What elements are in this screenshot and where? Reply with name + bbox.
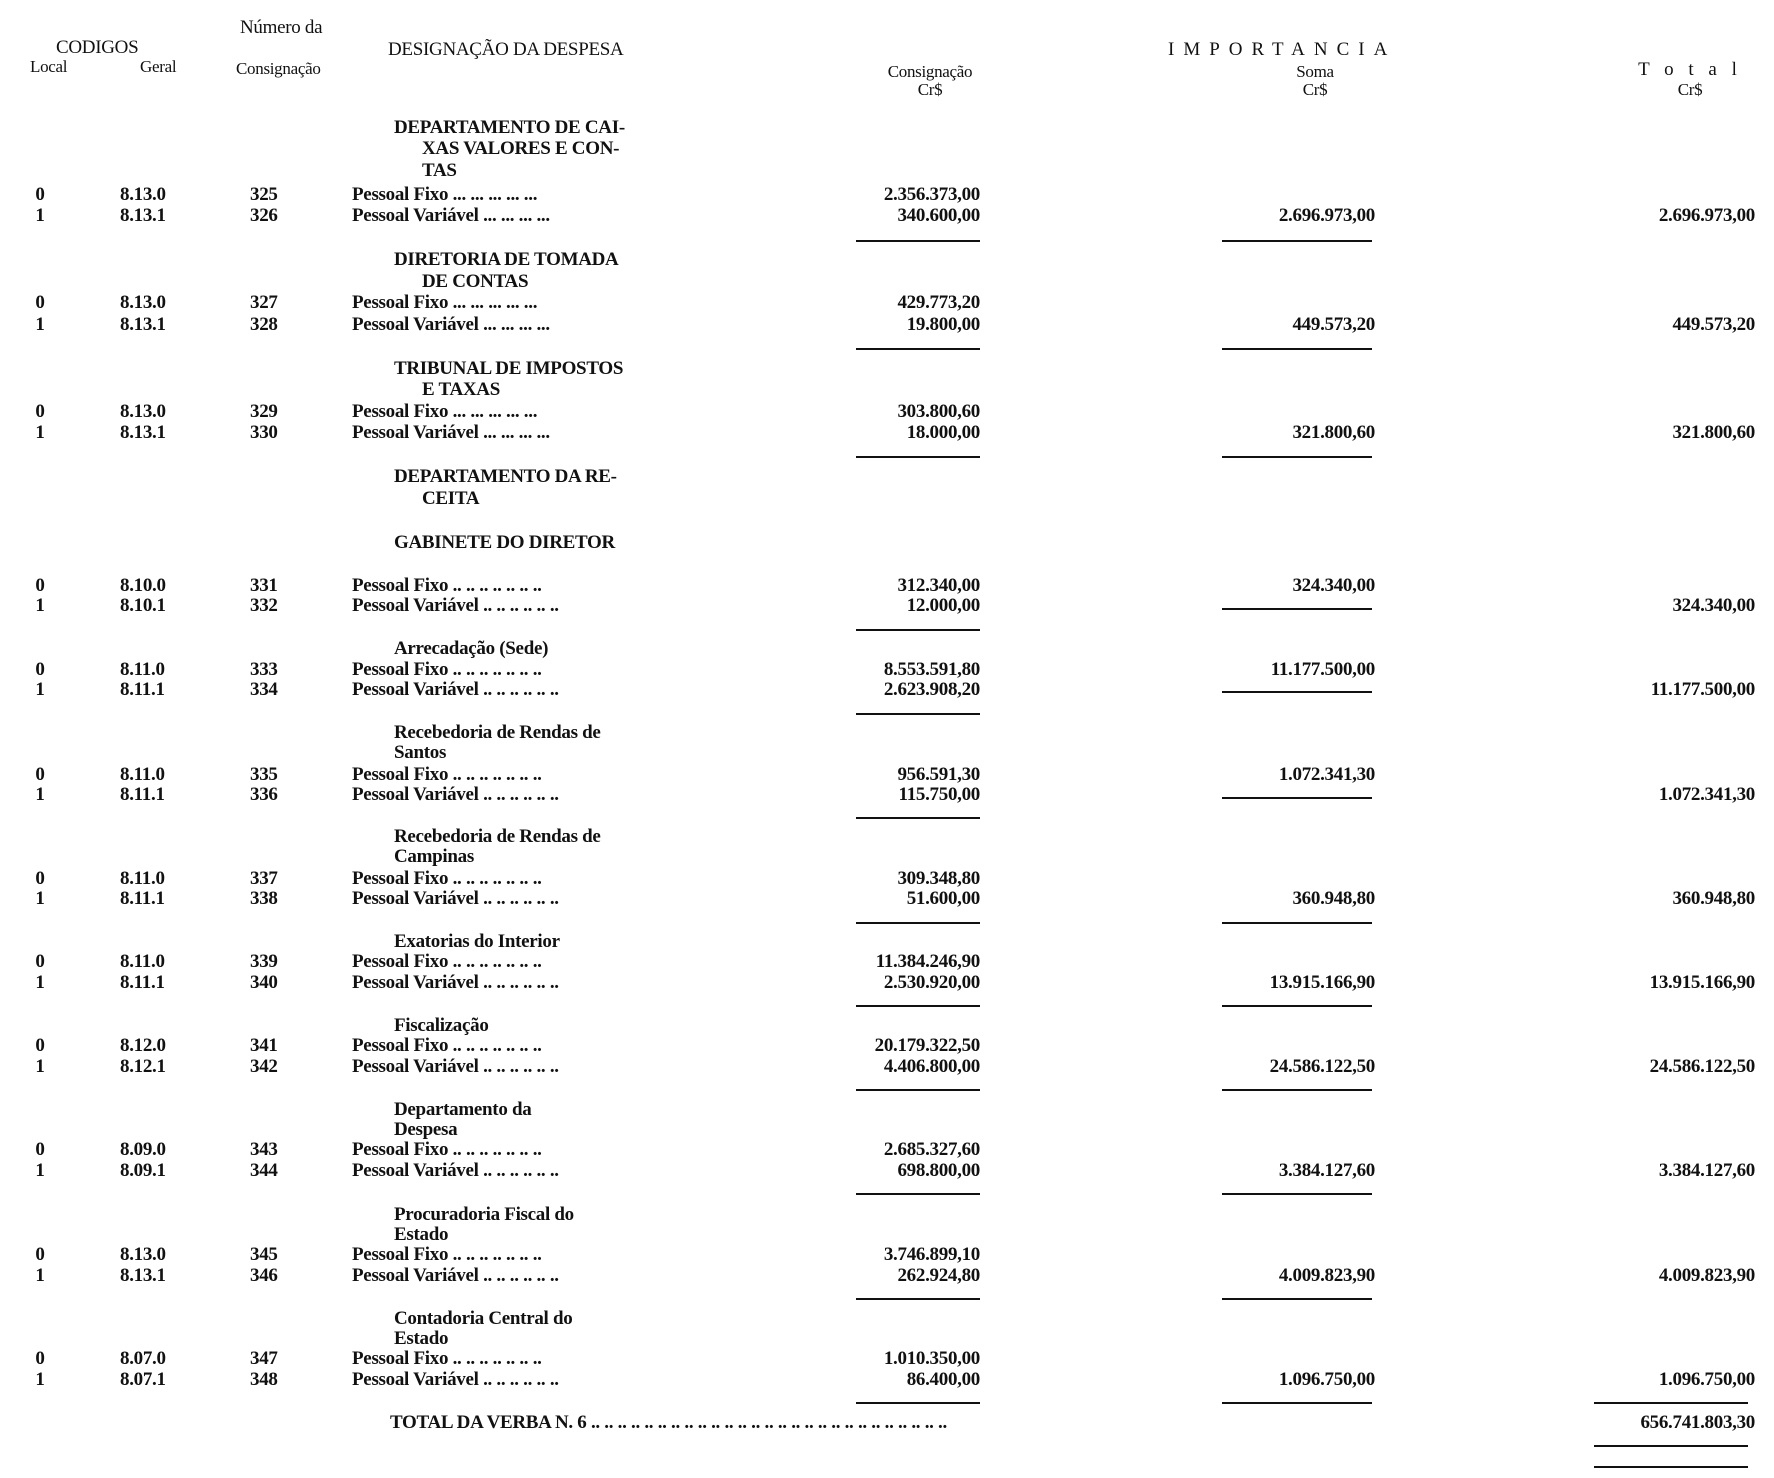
grand-total-rule xyxy=(1594,1445,1748,1447)
soma-amount: 324.340,00 xyxy=(1292,575,1375,596)
consignacao-number: 334 xyxy=(250,679,278,700)
consignacao-amount: 262.924,80 xyxy=(897,1265,980,1286)
code-local: 1 xyxy=(35,314,45,335)
code-local: 1 xyxy=(35,1056,45,1077)
consignacao-number: 325 xyxy=(250,184,278,205)
consignacao-number: 342 xyxy=(250,1056,278,1077)
geral-label: Geral xyxy=(140,57,177,76)
section-heading: Estado xyxy=(394,1328,449,1349)
code-local: 1 xyxy=(35,422,45,443)
consignacao-number: 341 xyxy=(250,1035,278,1056)
expense-description: Pessoal Fixo .. .. .. .. .. .. .. xyxy=(352,1035,542,1056)
consignacao-amount: 115.750,00 xyxy=(898,784,980,805)
consignacao-number: 332 xyxy=(250,595,278,616)
expense-description: Pessoal Fixo .. .. .. .. .. .. .. xyxy=(352,764,542,785)
code-geral: 8.10.1 xyxy=(120,595,166,616)
soma-amount: 321.800,60 xyxy=(1292,422,1375,443)
consignacao-col-label: Consignação xyxy=(887,62,973,81)
consignacao-number: 329 xyxy=(250,401,278,422)
consignacao-amount: 19.800,00 xyxy=(906,314,980,335)
section-heading: Campinas xyxy=(394,846,474,867)
expense-description: Pessoal Fixo .. .. .. .. .. .. .. xyxy=(352,659,542,680)
code-geral: 8.11.0 xyxy=(120,951,165,972)
section-heading: XAS VALORES E CON- xyxy=(422,138,620,159)
total-amount: 324.340,00 xyxy=(1672,595,1755,616)
code-geral: 8.13.0 xyxy=(120,401,166,422)
consignacao-amount: 956.591,30 xyxy=(897,764,980,785)
expense-description: Pessoal Fixo .. .. .. .. .. .. .. xyxy=(352,575,542,596)
soma-rule xyxy=(1222,1402,1372,1404)
subtotal-rule xyxy=(856,1005,980,1007)
consignacao-amount: 340.600,00 xyxy=(897,205,980,226)
consignacao-amount: 2.685.327,60 xyxy=(883,1139,980,1160)
code-local: 1 xyxy=(35,972,45,993)
section-heading: Arrecadação (Sede) xyxy=(394,638,549,659)
soma-amount: 360.948,80 xyxy=(1292,888,1375,909)
consignacao-amount: 86.400,00 xyxy=(906,1369,980,1390)
consignacao-number: 345 xyxy=(250,1244,278,1265)
section-heading: Fiscalização xyxy=(394,1015,489,1036)
expense-description: Pessoal Variável ... ... ... ... xyxy=(352,422,550,443)
code-geral: 8.13.1 xyxy=(120,422,166,443)
expense-description: Pessoal Variável ... ... ... ... xyxy=(352,314,550,335)
expense-description: Pessoal Variável .. .. .. .. .. .. xyxy=(352,1160,559,1181)
section-heading: E TAXAS xyxy=(422,379,500,400)
expense-description: Pessoal Fixo ... ... ... ... ... xyxy=(352,292,538,313)
subtotal-rule xyxy=(856,1298,980,1300)
code-local: 0 xyxy=(35,575,45,596)
subtotal-rule xyxy=(856,629,980,631)
expense-description: Pessoal Variável .. .. .. .. .. .. xyxy=(352,972,559,993)
subtotal-rule xyxy=(856,817,980,819)
total-amount: 13.915.166,90 xyxy=(1649,972,1755,993)
section-heading: Estado xyxy=(394,1224,449,1245)
expense-description: Pessoal Variável .. .. .. .. .. .. xyxy=(352,1369,559,1390)
section-heading: Procuradoria Fiscal do xyxy=(394,1204,574,1225)
code-geral: 8.11.1 xyxy=(120,972,165,993)
expense-description: Pessoal Variável .. .. .. .. .. .. xyxy=(352,679,559,700)
soma-amount: 2.696.973,00 xyxy=(1278,205,1375,226)
soma-rule xyxy=(1222,1298,1372,1300)
soma-amount: 24.586.122,50 xyxy=(1269,1056,1375,1077)
consignacao-number: 326 xyxy=(250,205,278,226)
consignacao-amount: 312.340,00 xyxy=(897,575,980,596)
code-local: 1 xyxy=(35,205,45,226)
grand-total-label: TOTAL DA VERBA N. 6 .. .. .. .. .. .. .. .. .. .. .. .. .. .. .. .. .. .. .. .. .. .. .. .. .. .. .. xyxy=(390,1412,947,1433)
code-geral: 8.13.1 xyxy=(120,314,166,335)
section-heading: Exatorias do Interior xyxy=(394,931,560,952)
code-geral: 8.13.1 xyxy=(120,205,166,226)
consignacao-amount: 51.600,00 xyxy=(906,888,980,909)
subtotal-rule xyxy=(856,1089,980,1091)
soma-rule xyxy=(1222,1193,1372,1195)
code-local: 0 xyxy=(35,868,45,889)
consignacao-amount: 8.553.591,80 xyxy=(883,659,980,680)
soma-amount: 449.573,20 xyxy=(1292,314,1375,335)
soma-currency: Cr$ xyxy=(1302,80,1328,99)
total-amount: 3.384.127,60 xyxy=(1658,1160,1755,1181)
consignacao-amount: 698.800,00 xyxy=(897,1160,980,1181)
code-geral: 8.11.0 xyxy=(120,659,165,680)
expense-description: Pessoal Variável .. .. .. .. .. .. xyxy=(352,888,559,909)
soma-rule xyxy=(1222,348,1372,350)
soma-rule xyxy=(1222,608,1372,610)
code-geral: 8.13.0 xyxy=(120,184,166,205)
code-local: 0 xyxy=(35,1035,45,1056)
designacao-label: DESIGNAÇÃO DA DESPESA xyxy=(388,39,624,60)
soma-amount: 13.915.166,90 xyxy=(1269,972,1375,993)
code-local: 0 xyxy=(35,1139,45,1160)
code-geral: 8.11.0 xyxy=(120,764,165,785)
total-rule xyxy=(1594,1402,1748,1404)
code-local: 0 xyxy=(35,659,45,680)
consignacao-number: 340 xyxy=(250,972,278,993)
section-heading: DEPARTAMENTO DA RE- xyxy=(394,466,617,487)
total-amount: 2.696.973,00 xyxy=(1658,205,1755,226)
consignacao-amount: 309.348,80 xyxy=(897,868,980,889)
code-geral: 8.09.1 xyxy=(120,1160,166,1181)
soma-col-label: Soma xyxy=(1296,62,1334,81)
consignacao-amount: 429.773,20 xyxy=(897,292,980,313)
consignacao-amount: 4.406.800,00 xyxy=(883,1056,980,1077)
total-amount: 360.948,80 xyxy=(1672,888,1755,909)
subtotal-rule xyxy=(856,348,980,350)
consignacao-amount: 2.530.920,00 xyxy=(883,972,980,993)
subtotal-rule xyxy=(856,456,980,458)
section-heading: DIRETORIA DE TOMADA xyxy=(394,249,619,270)
soma-amount: 1.072.341,30 xyxy=(1278,764,1375,785)
code-local: 1 xyxy=(35,679,45,700)
expense-description: Pessoal Variável .. .. .. .. .. .. xyxy=(352,595,559,616)
code-local: 0 xyxy=(35,764,45,785)
subtotal-rule xyxy=(856,713,980,715)
numero-da-label: Número da xyxy=(240,17,323,38)
consignacao-number: 348 xyxy=(250,1369,278,1390)
section-heading: Despesa xyxy=(394,1119,458,1140)
consignacao-number: 335 xyxy=(250,764,278,785)
code-geral: 8.13.1 xyxy=(120,1265,166,1286)
section-heading: DEPARTAMENTO DE CAI- xyxy=(394,117,625,138)
consignacao-number: 338 xyxy=(250,888,278,909)
expense-description: Pessoal Fixo .. .. .. .. .. .. .. xyxy=(352,868,542,889)
section-heading: GABINETE DO DIRETOR xyxy=(394,532,615,553)
code-geral: 8.09.0 xyxy=(120,1139,166,1160)
total-currency: Cr$ xyxy=(1677,80,1703,99)
consignacao-number: 330 xyxy=(250,422,278,443)
section-heading: Santos xyxy=(394,742,447,763)
consignacao-amount: 20.179.322,50 xyxy=(874,1035,980,1056)
subtotal-rule xyxy=(856,1193,980,1195)
code-local: 0 xyxy=(35,1348,45,1369)
consignacao-amount: 1.010.350,00 xyxy=(883,1348,980,1369)
code-local: 0 xyxy=(35,401,45,422)
total-col-label: T o t a l xyxy=(1638,59,1742,80)
code-geral: 8.13.0 xyxy=(120,292,166,313)
soma-amount: 11.177.500,00 xyxy=(1270,659,1375,680)
soma-rule xyxy=(1222,1005,1372,1007)
local-label: Local xyxy=(30,57,68,76)
section-heading: TAS xyxy=(422,160,457,181)
consignacao-amount: 303.800,60 xyxy=(897,401,980,422)
code-geral: 8.11.1 xyxy=(120,888,165,909)
expense-description: Pessoal Fixo .. .. .. .. .. .. .. xyxy=(352,1348,542,1369)
consignacao-number: 344 xyxy=(250,1160,278,1181)
section-heading: TRIBUNAL DE IMPOSTOS xyxy=(394,358,624,379)
code-geral: 8.07.0 xyxy=(120,1348,166,1369)
code-geral: 8.11.1 xyxy=(120,679,165,700)
total-amount: 11.177.500,00 xyxy=(1650,679,1755,700)
consignacao-amount: 3.746.899,10 xyxy=(883,1244,980,1265)
section-heading: Contadoria Central do xyxy=(394,1308,573,1329)
codigos-label: CODIGOS xyxy=(56,37,139,58)
consignacao-number: 347 xyxy=(250,1348,278,1369)
code-geral: 8.13.0 xyxy=(120,1244,166,1265)
code-local: 0 xyxy=(35,292,45,313)
code-geral: 8.12.0 xyxy=(120,1035,166,1056)
soma-rule xyxy=(1222,456,1372,458)
soma-rule xyxy=(1222,797,1372,799)
grand-total-double-rule xyxy=(1594,1466,1748,1468)
expense-description: Pessoal Fixo .. .. .. .. .. .. .. xyxy=(352,951,542,972)
expense-description: Pessoal Fixo ... ... ... ... ... xyxy=(352,401,538,422)
section-heading: Recebedoria de Rendas de xyxy=(394,826,601,847)
soma-amount: 4.009.823,90 xyxy=(1278,1265,1375,1286)
consignacao-number: 339 xyxy=(250,951,278,972)
consignacao-number: 333 xyxy=(250,659,278,680)
expense-description: Pessoal Variável .. .. .. .. .. .. xyxy=(352,1265,559,1286)
code-geral: 8.10.0 xyxy=(120,575,166,596)
consignacao-amount: 2.623.908,20 xyxy=(883,679,980,700)
soma-rule xyxy=(1222,1089,1372,1091)
expense-description: Pessoal Fixo ... ... ... ... ... xyxy=(352,184,538,205)
code-local: 0 xyxy=(35,951,45,972)
consignacao-number: 328 xyxy=(250,314,278,335)
subtotal-rule xyxy=(856,1402,980,1404)
code-local: 0 xyxy=(35,1244,45,1265)
soma-amount: 1.096.750,00 xyxy=(1278,1369,1375,1390)
code-geral: 8.11.1 xyxy=(120,784,165,805)
section-heading: Departamento da xyxy=(394,1099,532,1120)
code-local: 1 xyxy=(35,595,45,616)
total-amount: 449.573,20 xyxy=(1672,314,1755,335)
code-local: 1 xyxy=(35,784,45,805)
consignacao-number: 331 xyxy=(250,575,278,596)
numero-consignacao-label: Consignação xyxy=(236,59,321,78)
consignacao-number: 336 xyxy=(250,784,278,805)
consignacao-number: 337 xyxy=(250,868,278,889)
code-geral: 8.12.1 xyxy=(120,1056,166,1077)
code-local: 1 xyxy=(35,1265,45,1286)
code-local: 1 xyxy=(35,888,45,909)
code-local: 0 xyxy=(35,184,45,205)
code-geral: 8.07.1 xyxy=(120,1369,166,1390)
subtotal-rule xyxy=(856,240,980,242)
soma-rule xyxy=(1222,240,1372,242)
total-amount: 1.072.341,30 xyxy=(1658,784,1755,805)
section-heading: Recebedoria de Rendas de xyxy=(394,722,601,743)
expense-description: Pessoal Variável .. .. .. .. .. .. xyxy=(352,784,559,805)
total-amount: 24.586.122,50 xyxy=(1649,1056,1755,1077)
expense-description: Pessoal Fixo .. .. .. .. .. .. .. xyxy=(352,1139,542,1160)
consignacao-amount: 2.356.373,00 xyxy=(883,184,980,205)
consignacao-number: 346 xyxy=(250,1265,278,1286)
consignacao-amount: 18.000,00 xyxy=(906,422,980,443)
consignacao-amount: 12.000,00 xyxy=(906,595,980,616)
soma-rule xyxy=(1222,922,1372,924)
consignacao-number: 343 xyxy=(250,1139,278,1160)
total-amount: 321.800,60 xyxy=(1672,422,1755,443)
code-local: 1 xyxy=(35,1369,45,1390)
consignacao-number: 327 xyxy=(250,292,278,313)
expense-description: Pessoal Fixo .. .. .. .. .. .. .. xyxy=(352,1244,542,1265)
total-amount: 4.009.823,90 xyxy=(1658,1265,1755,1286)
code-local: 1 xyxy=(35,1160,45,1181)
subtotal-rule xyxy=(856,922,980,924)
soma-amount: 3.384.127,60 xyxy=(1278,1160,1375,1181)
expense-description: Pessoal Variável .. .. .. .. .. .. xyxy=(352,1056,559,1077)
importancia-label: IMPORTANCIA xyxy=(1168,39,1397,60)
section-heading: CEITA xyxy=(422,488,480,509)
consignacao-amount: 11.384.246,90 xyxy=(875,951,980,972)
expense-description: Pessoal Variável ... ... ... ... xyxy=(352,205,550,226)
total-amount: 1.096.750,00 xyxy=(1658,1369,1755,1390)
soma-rule xyxy=(1222,691,1372,693)
section-heading: DE CONTAS xyxy=(422,271,529,292)
grand-total-value: 656.741.803,30 xyxy=(1640,1412,1755,1433)
code-geral: 8.11.0 xyxy=(120,868,165,889)
consignacao-currency: Cr$ xyxy=(917,80,943,99)
